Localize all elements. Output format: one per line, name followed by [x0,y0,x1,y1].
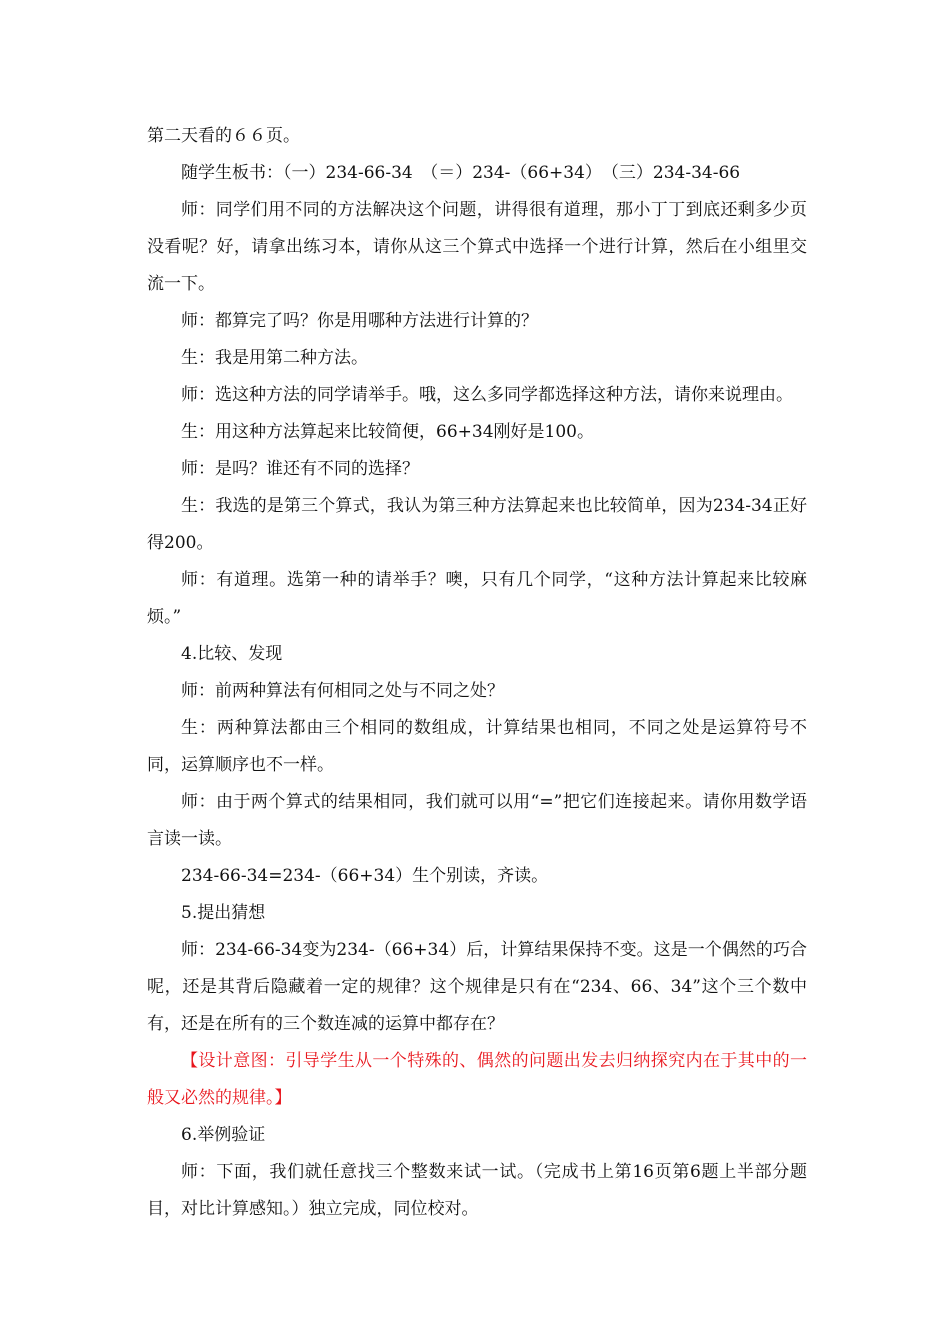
paragraph-teacher-prompt: 师：同学们用不同的方法解决这个问题，讲得很有道理，那小丁丁到底还剩多少页没看呢？好，请拿出练习本，请你从这三个算式中选择一个进行计算，然后在小组里交流一下。 [147,200,807,294]
paragraph-teacher-question: 师：都算完了吗？你是用哪种方法进行计算的？ [181,311,538,331]
section-heading-conjecture: 5.提出猜想 [181,903,266,923]
paragraph-student-answer: 生：我是用第二种方法。 [181,348,368,368]
section-heading-verify: 6.举例验证 [181,1125,266,1145]
paragraph-equation: 234-66-34=234-（66+34）生个别读，齐读。 [181,866,549,886]
paragraph-student-third: 生：我选的是第三个算式，我认为第三种方法算起来也比较简单，因为234-34正好得200。 [147,496,807,553]
paragraph-teacher-choice: 师：是吗？谁还有不同的选择？ [181,459,419,479]
paragraph-teacher-equal: 师：由于两个算式的结果相同，我们就可以用“=”把它们连接起来。请你用数学语言读一读。 [147,792,807,849]
paragraph-teacher-verify: 师：下面，我们就任意找三个整数来试一试。（完成书上第16页第6题上半部分题目，对比计算感知。）独立完成，同位校对。 [147,1162,807,1219]
section-heading-compare: 4.比较、发现 [181,644,283,664]
document-body [147,118,807,1228]
paragraph-teacher-first: 师：有道理。选第一种的请举手？噢，只有几个同学，“这种方法计算起来比较麻烦。” [147,570,807,627]
design-intent-note: 【设计意图：引导学生从一个特殊的、偶然的问题出发去归纳探究内在于其中的一般又必然的规律。】 [147,1051,807,1108]
paragraph-board-writing: 随学生板书：（一）234-66-34 （＝）234-（66+34） （三）234-34-66 [181,163,741,183]
paragraph-teacher-compare: 师：前两种算法有何相同之处与不同之处？ [181,681,504,701]
paragraph-continuation: 第二天看的６６页。 [147,126,300,146]
paragraph-student-compare: 生：两种算法都由三个相同的数组成，计算结果也相同，不同之处是运算符号不同，运算顺序也不一样。 [147,718,807,775]
paragraph-teacher-conjecture: 师：234-66-34变为234-（66+34）后，计算结果保持不变。这是一个偶然的巧合呢，还是其背后隐藏着一定的规律？这个规律是只有在“234、66、34”这个三个数中有，还是在所有的三个数连减的运算中都存在？ [147,940,807,1034]
paragraph-student-reason: 生：用这种方法算起来比较简便，66+34刚好是100。 [181,422,594,442]
paragraph-teacher-reason: 师：选这种方法的同学请举手。哦，这么多同学都选择这种方法，请你来说理由。 [181,385,793,405]
